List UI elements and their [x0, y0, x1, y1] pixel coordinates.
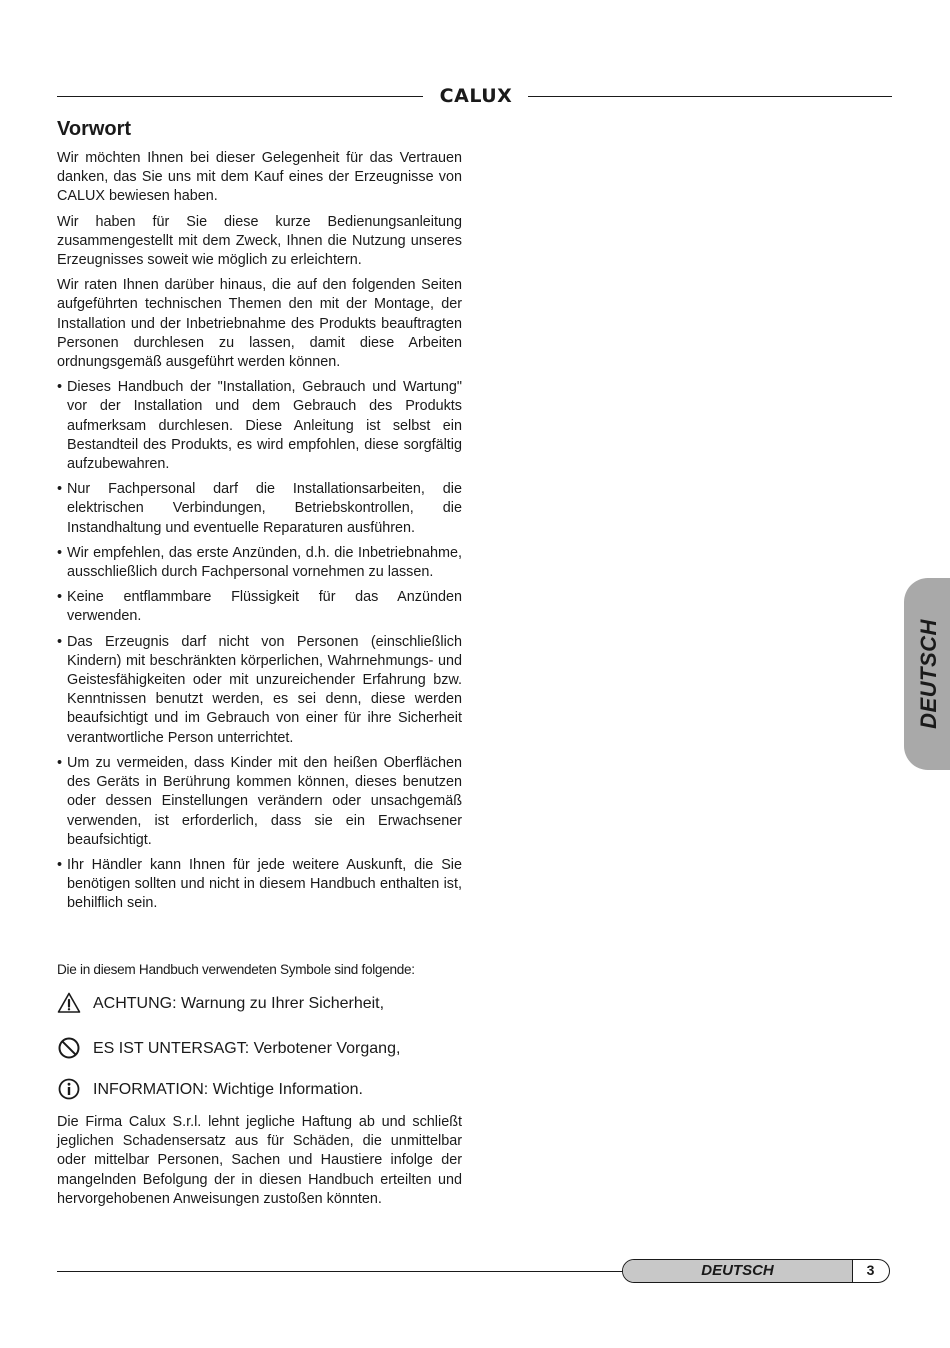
bullet-marker: •: [57, 633, 63, 650]
bullet-marker: •: [57, 589, 63, 606]
bullet-marker: •: [57, 544, 63, 561]
page-number: 3: [866, 1262, 875, 1278]
intro-paragraph: Wir möchten Ihnen bei dieser Gelegenheit für das Vertrauen danken, das Sie uns mit dem Kauf eines der Erzeugnisse von CALUX bewiesen haben.: [57, 150, 462, 205]
header-rule-right: [528, 96, 892, 97]
symbols-intro: Die in diesem Handbuch verwendeten Symbole sind folgende:: [57, 962, 415, 977]
bullet-item: [57, 480, 462, 538]
symbol-row-forbidden: [57, 1036, 477, 1062]
intro-paragraph: Wir raten Ihnen darüber hinaus, die auf den folgenden Seiten aufgeführten technischen Themen den mit der Montage, der Installation und der Inbetriebnahme des Produkts beauftragten Personen durchlesen zu lassen, damit diese Arbeiten ordnungsgemäß ausgeführt werden können.: [57, 277, 462, 371]
bullet-marker: •: [57, 754, 63, 771]
warning-triangle-icon: [57, 991, 81, 1015]
intro-paragraph: Wir haben für Sie diese kurze Bedienungsanleitung zusammengestellt mit dem Zweck, Ihnen die Nutzung unseres Erzeugnisses soweit wie möglich zu erleichtern.: [57, 213, 462, 269]
footer-pill: [622, 1259, 890, 1283]
bullet-text: Nur Fachpersonal darf die Installationsarbeiten, die elektrischen Verbindungen, Betriebskontrollen, die Instandhaltung und eventuelle Reparaturen ausführen.: [67, 481, 462, 536]
info-icon: [57, 1077, 81, 1101]
footer-rule: [57, 1271, 627, 1272]
bullet-text: Ihr Händler kann Ihnen für jede weitere Auskunft, die Sie benötigen sollten und nicht in diesem Handbuch enthalten ist, behilflich sein.: [67, 856, 462, 912]
symbol-row-warning: [57, 991, 477, 1017]
language-side-tab: [904, 578, 950, 770]
symbol-info-text: INFORMATION: Wichtige Information.: [93, 1081, 363, 1098]
bullet-item: [57, 633, 462, 748]
disclaimer-paragraph: Die Firma Calux S.r.l. lehnt jegliche Haftung ab und schließt jeglichen Schadensersatz aus für Schäden, die unmittelbar oder mittelbar Personen, Sachen und Haustiere infolge der mangelnden Befolgung der in diesen Handbuch erteilten und hervorgehobenen Anweisungen zustoßen könnten.: [57, 1114, 462, 1207]
bullet-item: [57, 544, 462, 582]
bullet-item: [57, 588, 462, 626]
symbol-warning-text: ACHTUNG: Warnung zu Ihrer Sicherheit,: [93, 995, 385, 1012]
main-content: [57, 149, 462, 920]
bullet-text: Dieses Handbuch der "Installation, Gebrauch und Wartung" vor der Installation und dem Gebrauch des Produkts aufmerksam durchlesen. Diese Anleitung ist selbst ein Bestandteil des Produkts, es wird empfohlen, diese sorgfältig aufzubewahren.: [67, 379, 462, 473]
prohibited-icon: [57, 1036, 81, 1060]
bullet-text: Das Erzeugnis darf nicht von Personen (einschließlich Kindern) mit beschränkten körperlichen, Wahrnehmungs- und Geistesfähigkeiten oder mit unzureichender Erfahrung bzw. Kenntnissen benutzt werden, es sei denn, diese werden beaufsichtigt und im Gebrauch von einer für ihre Sicherheit verantwortliche Person unterrichtet.: [67, 633, 462, 746]
bullet-marker: •: [57, 481, 63, 498]
bullet-item: [57, 378, 462, 474]
bullet-marker: •: [57, 856, 63, 873]
header-rule-left: [57, 96, 423, 97]
bullet-item: [57, 754, 462, 850]
bullet-text: Wir empfehlen, das erste Anzünden, d.h. die Inbetriebnahme, ausschließlich durch Fachpersonal vornehmen zu lassen.: [67, 544, 462, 581]
side-tab-label: DEUTSCH: [916, 619, 941, 729]
bullet-list: [57, 378, 462, 913]
bullet-item: [57, 856, 462, 914]
bullet-text: Um zu vermeiden, dass Kinder mit den heißen Oberflächen des Geräts in Berührung kommen können, dieses benutzen oder dessen Einstellungen verändern oder unsachgemäß verwenden, ist erforderlich, dass sie ein Erwachsener beaufsichtigt.: [67, 754, 462, 848]
bullet-text: Keine entflammbare Flüssigkeit für das Anzünden verwenden.: [67, 589, 462, 625]
footer-language: DEUTSCH: [623, 1260, 853, 1282]
symbol-row-info: [57, 1077, 477, 1103]
bullet-marker: •: [57, 379, 63, 396]
brand-logo: CALUX: [439, 85, 513, 107]
symbol-forbidden-text: ES IST UNTERSAGT: Verbotener Vorgang,: [93, 1040, 401, 1057]
page-title: Vorwort: [57, 118, 132, 140]
